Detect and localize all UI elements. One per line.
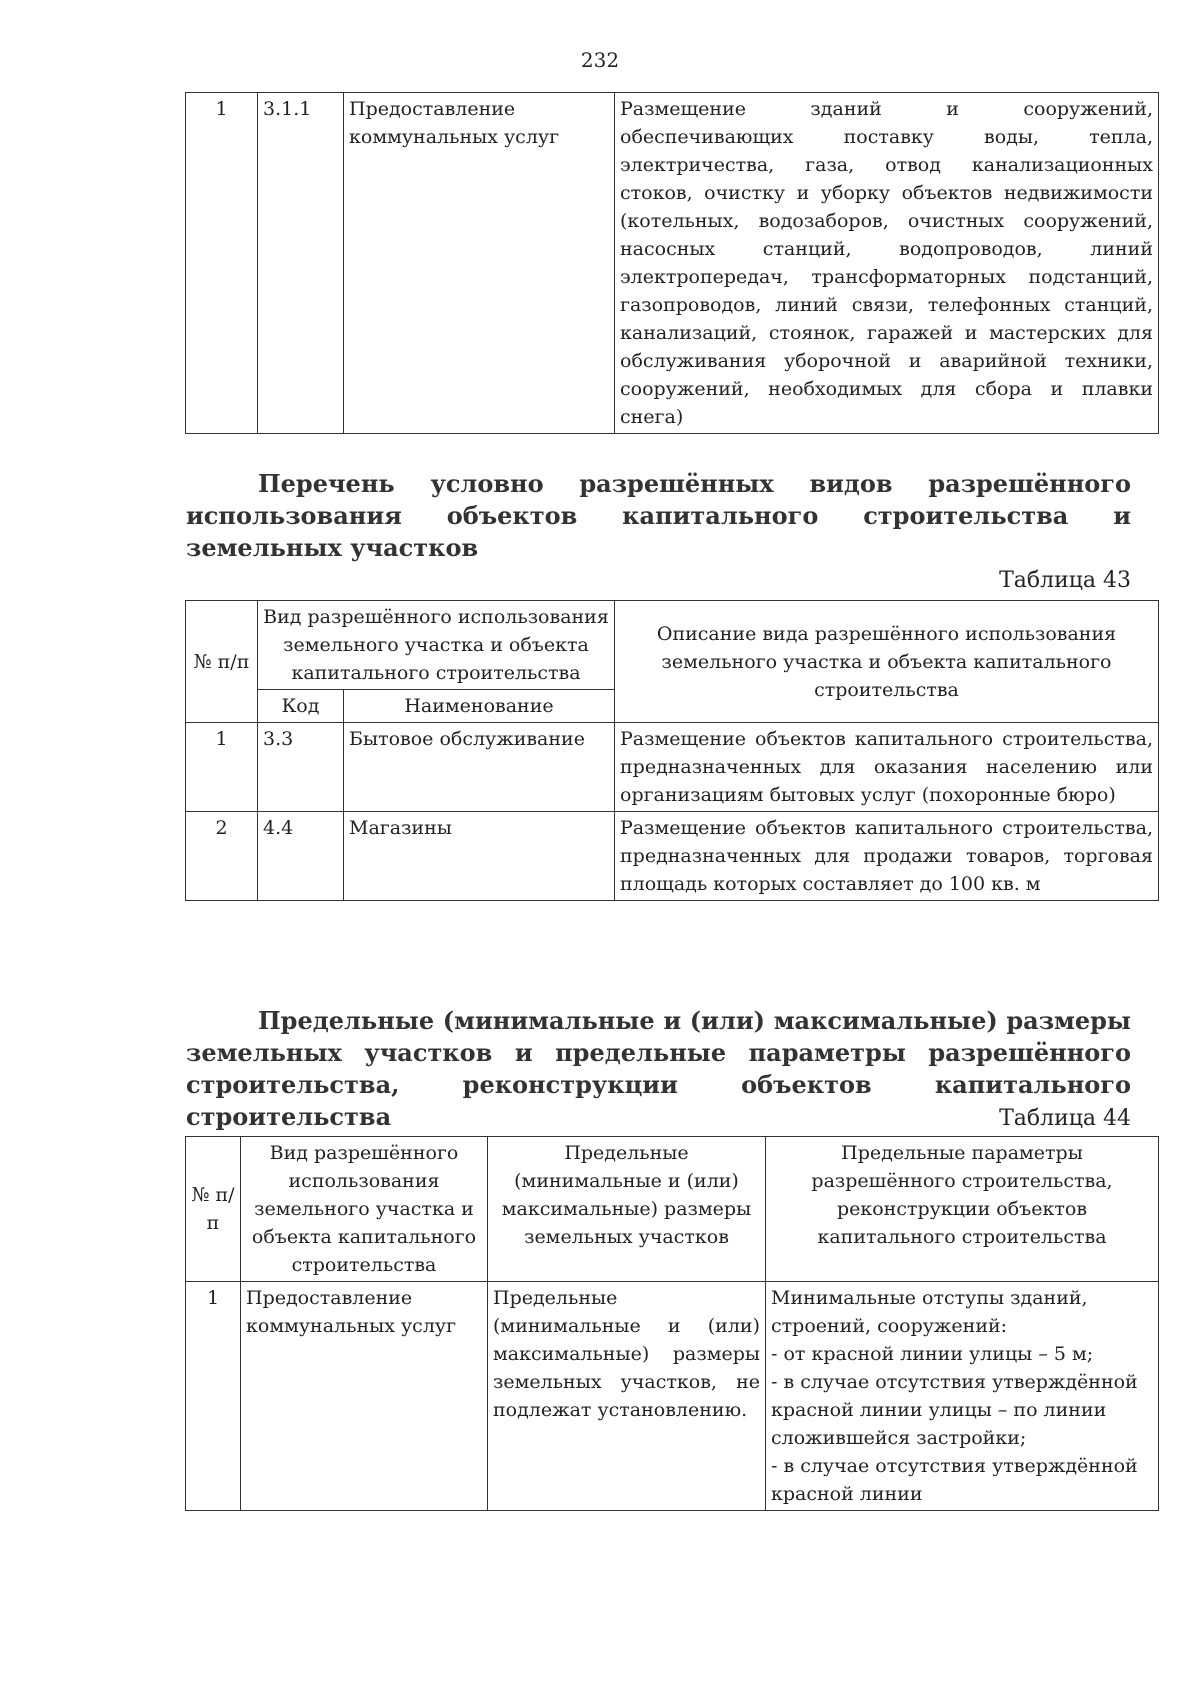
header-sizes: Предельные (минимальные и (или) максимальные) размеры земельных участков	[488, 1137, 766, 1282]
heading-text: Перечень условно разрешённых видов разрешённого использования объектов капитального строительства и земельных участков	[186, 469, 1131, 562]
top-table	[185, 92, 1159, 434]
row-code: 3.3	[258, 723, 344, 812]
table-44	[185, 1136, 1159, 1511]
row-number: 2	[186, 812, 258, 901]
header-row	[186, 601, 1159, 690]
row-code: 4.4	[258, 812, 344, 901]
row-number: 1	[186, 1282, 241, 1511]
row-type: Предоставление коммунальных услуг	[241, 1282, 488, 1511]
table-row	[186, 1282, 1159, 1511]
row-code: 3.1.1	[258, 93, 344, 434]
header-group: Вид разрешённого использования земельного участка и объекта капитального строительства	[258, 601, 615, 690]
header-row	[186, 1137, 1159, 1282]
row-number: 1	[186, 93, 258, 434]
header-num: № п/п	[186, 1137, 241, 1282]
params-item: - от красной линии улицы – 5 м;	[771, 1343, 1094, 1365]
row-description: Размещение зданий и сооружений, обеспечивающих поставку воды, тепла, электричества, газа, отвод канализационных стоков, очистку и уборку объектов недвижимости (котельных, водозаборов, очистных сооружений, насосных станций, водопроводов, линий электропередач, трансформаторных подстанций, газопроводов, линий связи, телефонных станций, канализаций, стоянок, гаражей и мастерских для обслуживания уборочной и аварийной техники, сооружений, необходимых для сбора и плавки снега)	[615, 93, 1159, 434]
header-code: Код	[258, 690, 344, 723]
header-num: № п/п	[186, 601, 258, 723]
params-item: - в случае отсутствия утверждённой красной линии	[771, 1455, 1138, 1505]
table-row	[186, 812, 1159, 901]
header-name: Наименование	[344, 690, 615, 723]
header-params: Предельные параметры разрешённого строительства, реконструкции объектов капитального строительства	[766, 1137, 1159, 1282]
header-type: Вид разрешённого использования земельного участка и объекта капитального строительства	[241, 1137, 488, 1282]
table-row	[186, 93, 1159, 434]
section-heading-43	[186, 468, 1131, 564]
row-name: Магазины	[344, 812, 615, 901]
row-number: 1	[186, 723, 258, 812]
table-label-44: Таблица 44	[999, 1106, 1131, 1131]
params-intro: Минимальные отступы зданий, строений, сооружений:	[771, 1287, 1088, 1337]
section-heading-44	[186, 1005, 1131, 1133]
table-43	[185, 600, 1159, 901]
row-description: Размещение объектов капитального строительства, предназначенных для оказания населению или организациям бытовых услуг (похоронные бюро)	[615, 723, 1159, 812]
params-item: - в случае отсутствия утверждённой красной линии улицы – по линии сложившейся застройки;	[771, 1371, 1138, 1449]
row-params	[766, 1282, 1159, 1511]
table-row	[186, 723, 1159, 812]
row-name: Предоставление коммунальных услуг	[344, 93, 615, 434]
row-name: Бытовое обслуживание	[344, 723, 615, 812]
row-description: Размещение объектов капитального строительства, предназначенных для продажи товаров, торговая площадь которых составляет до 100 кв. м	[615, 812, 1159, 901]
table-label-43: Таблица 43	[999, 568, 1131, 593]
page-number: 232	[580, 48, 620, 72]
row-sizes: Предельные (минимальные и (или) максимальные) размеры земельных участков, не подлежат установлению.	[488, 1282, 766, 1511]
header-description: Описание вида разрешённого использования земельного участка и объекта капитального строительства	[615, 601, 1159, 723]
heading-text: Предельные (минимальные и (или) максимальные) размеры земельных участков и предельные параметры разрешённого строительства, реконструкции объектов капитального строительства	[186, 1006, 1131, 1131]
